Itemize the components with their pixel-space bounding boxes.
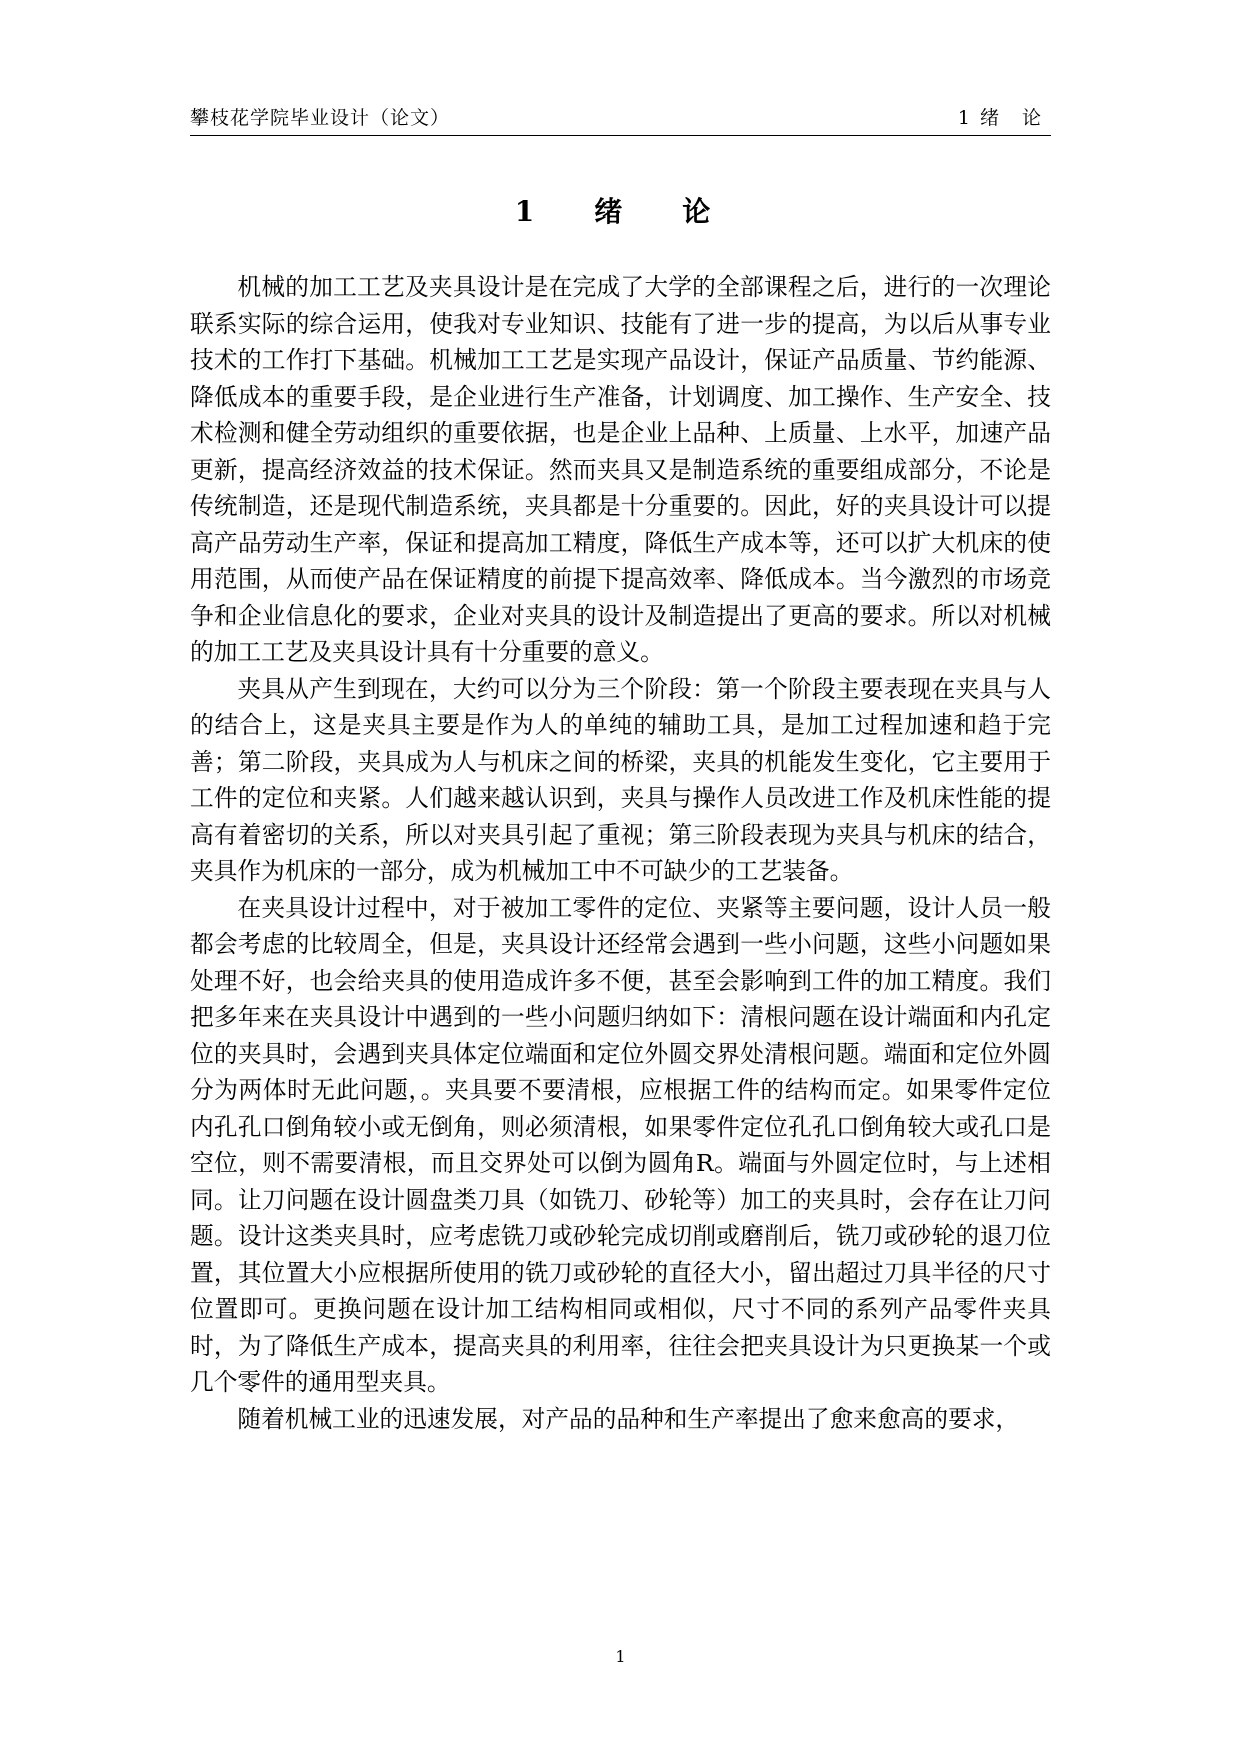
paragraph: 机械的加工工艺及夹具设计是在完成了大学的全部课程之后，进行的一次理论联系实际的综合运用，使我对专业知识、技能有了进一步的提高，为以后从事专业技术的工作打下基础。机械加工工艺是实现产品设计，保证产品质量、节约能源、降低成本的重要手段，是企业进行生产准备，计划调度、加工操作、生产安全、技术检测和健全劳动组织的重要依据，也是企业上品种、上质量、上水平，加速产品更新，提高经济效益的技术保证。然而夹具又是制造系统的重要组成部分，不论是传统制造，还是现代制造系统，夹具都是十分重要的。因此，好的夹具设计可以提高产品劳动生产率，保证和提高加工精度，降低生产成本等，还可以扩大机床的使用范围，从而使产品在保证精度的前提下提高效率、降低成本。当今激烈的市场竞争和企业信息化的要求，企业对夹具的设计及制造提出了更高的要求。所以对机械的加工工艺及夹具设计具有十分重要的意义。	[190, 273, 1051, 666]
header-chapter-label: 1 绪 论	[957, 107, 1043, 129]
paragraph: 在夹具设计过程中，对于被加工零件的定位、夹紧等主要问题，设计人员一般都会考虑的比较周全，但是，夹具设计还经常会遇到一些小问题，这些小问题如果处理不好，也会给夹具的使用造成许多不便，甚至会影响到工件的加工精度。我们把多年来在夹具设计中遇到的一些小问题归纳如下：清根问题在设计端面和内孔定位的夹具时，会遇到夹具体定位端面和定位外圆交界处清根问题。端面和定位外圆分为两体时无此问题，。夹具要不要清根，应根据工件的结构而定。如果零件定位内孔孔口倒角较小或无倒角，则必须清根，如果零件定位孔孔口倒角较大或孔口是空位，则不需要清根，而且交界处可以倒为圆角R。端面与外圆定位时，与上述相同。让刀问题在设计圆盘类刀具（如铣刀、砂轮等）加工的夹具时，会存在让刀问题。设计这类夹具时，应考虑铣刀或砂轮完成切削或磨削后，铣刀或砂轮的退刀位置，其位置大小应根据所使用的铣刀或砂轮的直径大小，留出超过刀具半径的尺寸位置即可。更换问题在设计加工结构相同或相似，尺寸不同的系列产品零件夹具时，为了降低生产成本，提高夹具的利用率，往往会把夹具设计为只更换某一个或几个零件的通用型夹具。	[190, 893, 1051, 1396]
paragraph: 随着机械工业的迅速发展，对产品的品种和生产率提出了愈来愈高的要求，	[237, 1404, 1020, 1433]
body-text	[190, 269, 1051, 1437]
page-number: 1	[615, 1647, 626, 1666]
running-header	[190, 101, 1051, 136]
header-thesis-label: 攀枝花学院毕业设计（论文）	[190, 107, 451, 129]
chapter-title: 1 绪 论	[514, 195, 727, 228]
paragraph: 夹具从产生到现在，大约可以分为三个阶段：第一个阶段主要表现在夹具与人的结合上，这是夹具主要是作为人的单纯的辅助工具，是加工过程加速和趋于完善；第二阶段，夹具成为人与机床之间的桥梁，夹具的机能发生变化，它主要用于工件的定位和夹紧。人们越来越认识到，夹具与操作人员改进工作及机床性能的提高有着密切的关系，所以对夹具引起了重视；第三阶段表现为夹具与机床的结合，夹具作为机床的一部分，成为机械加工中不可缺少的工艺装备。	[190, 674, 1051, 885]
